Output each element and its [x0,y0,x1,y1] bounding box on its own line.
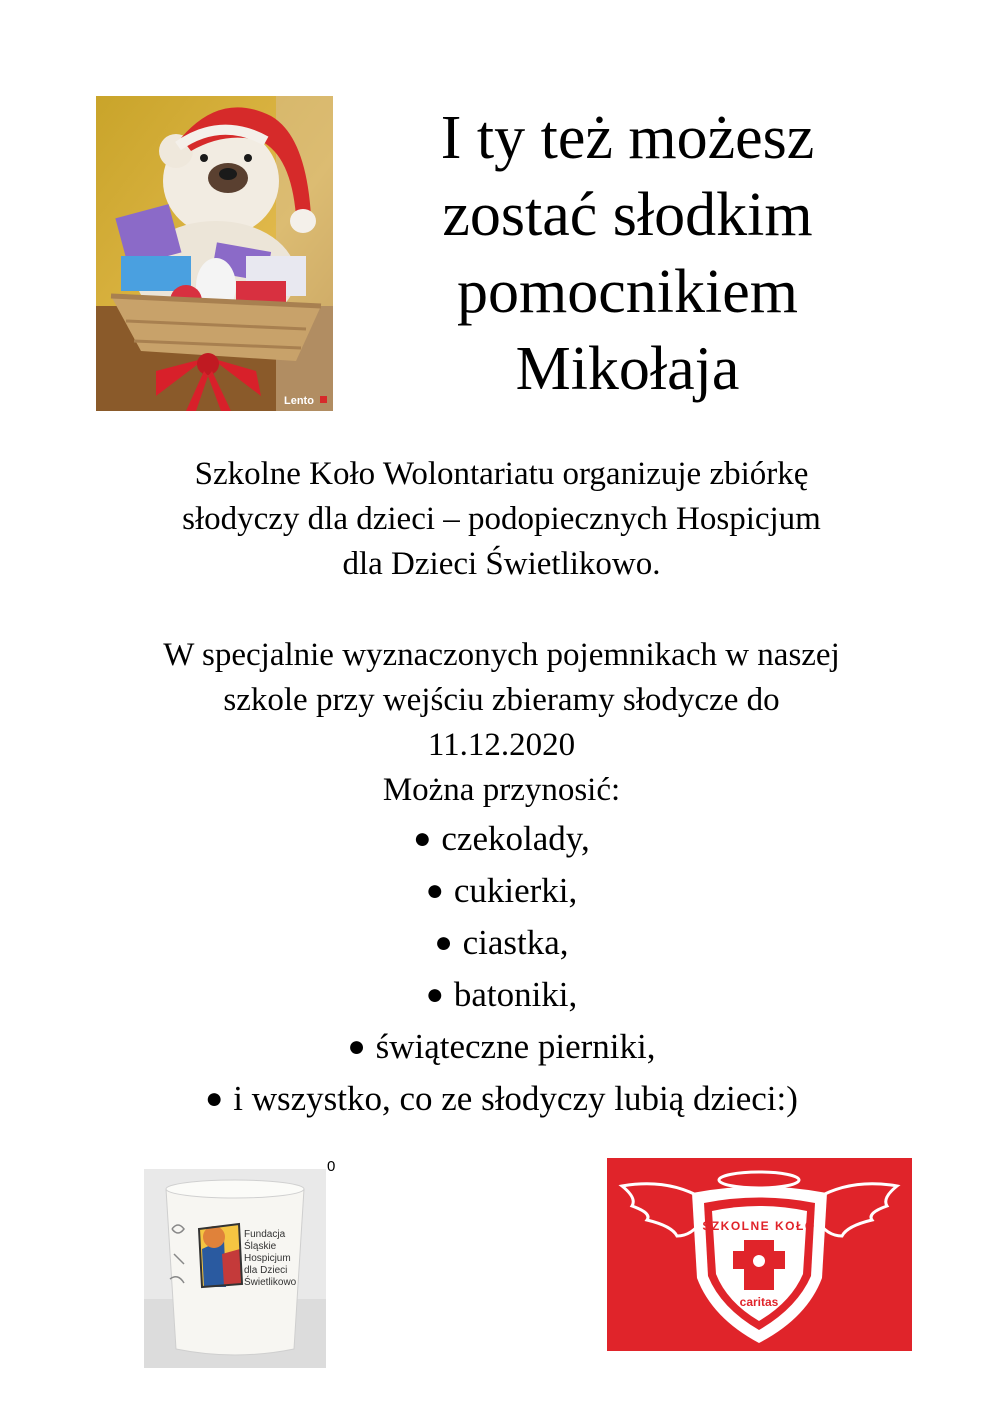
caritas-top-text: SZKOLNE KOŁO [702,1219,816,1233]
bullet-icon: ● [205,1082,224,1115]
bullet-icon: ● [425,874,444,907]
intro-line: słodyczy dla dzieci – podopiecznych Hospicjum [182,501,821,537]
mug-text-line: Świetlikowo [244,1277,297,1288]
list-item [60,1074,943,1126]
bullet-icon: ● [434,926,453,959]
szkolne-kolo-caritas-logo [607,1158,912,1351]
headline-line: pomocnikiem [457,258,798,326]
headline-line: Mikołaja [515,335,740,403]
headline-line: I ty też możesz [440,104,815,172]
list-item [60,1022,943,1074]
details-line: szkole przy wejściu zbieramy słodycze do [223,682,780,718]
details-line: W specjalnie wyznaczonych pojemnikach w naszej [163,637,840,673]
list-item-text: czekolady, [441,819,590,858]
sweets-list [60,814,943,1126]
mug-text-line: Śląskie [244,1241,277,1252]
footnote-marker: 0 [327,1158,336,1175]
headline-line: zostać słodkim [442,181,813,249]
list-item [60,814,943,866]
details-paragraph [60,633,943,813]
lento-watermark: Lento [284,395,314,407]
list-item [60,918,943,970]
list-item-text: batoniki, [453,975,578,1014]
bullet-icon: ● [347,1030,366,1063]
list-item-text: świąteczne pierniki, [375,1027,656,1066]
caritas-bottom-text: caritas [739,1295,779,1309]
intro-paragraph [60,452,943,587]
list-item-text: ciastka, [462,923,569,962]
list-item-text: i wszystko, co ze słodyczy lubią dzieci:) [233,1079,798,1118]
hospice-mug-photo [144,1169,326,1368]
poster-headline [370,100,885,408]
mug-text-line: dla Dzieci [244,1265,288,1276]
bullet-icon: ● [425,978,444,1011]
teddy-bear-sweets-photo [96,96,333,411]
mug-text-line: Hospicjum [244,1253,291,1264]
list-item-text: cukierki, [453,871,578,910]
list-item [60,866,943,918]
details-date: 11.12.2020 [427,727,576,763]
intro-line: Szkolne Koło Wolontariatu organizuje zbiórkę [194,456,809,492]
intro-line: dla Dzieci Świetlikowo. [342,546,661,582]
list-item [60,970,943,1022]
mug-text-line: Fundacja [244,1229,286,1240]
bullet-icon: ● [413,822,432,855]
details-line: Można przynosić: [382,772,621,808]
